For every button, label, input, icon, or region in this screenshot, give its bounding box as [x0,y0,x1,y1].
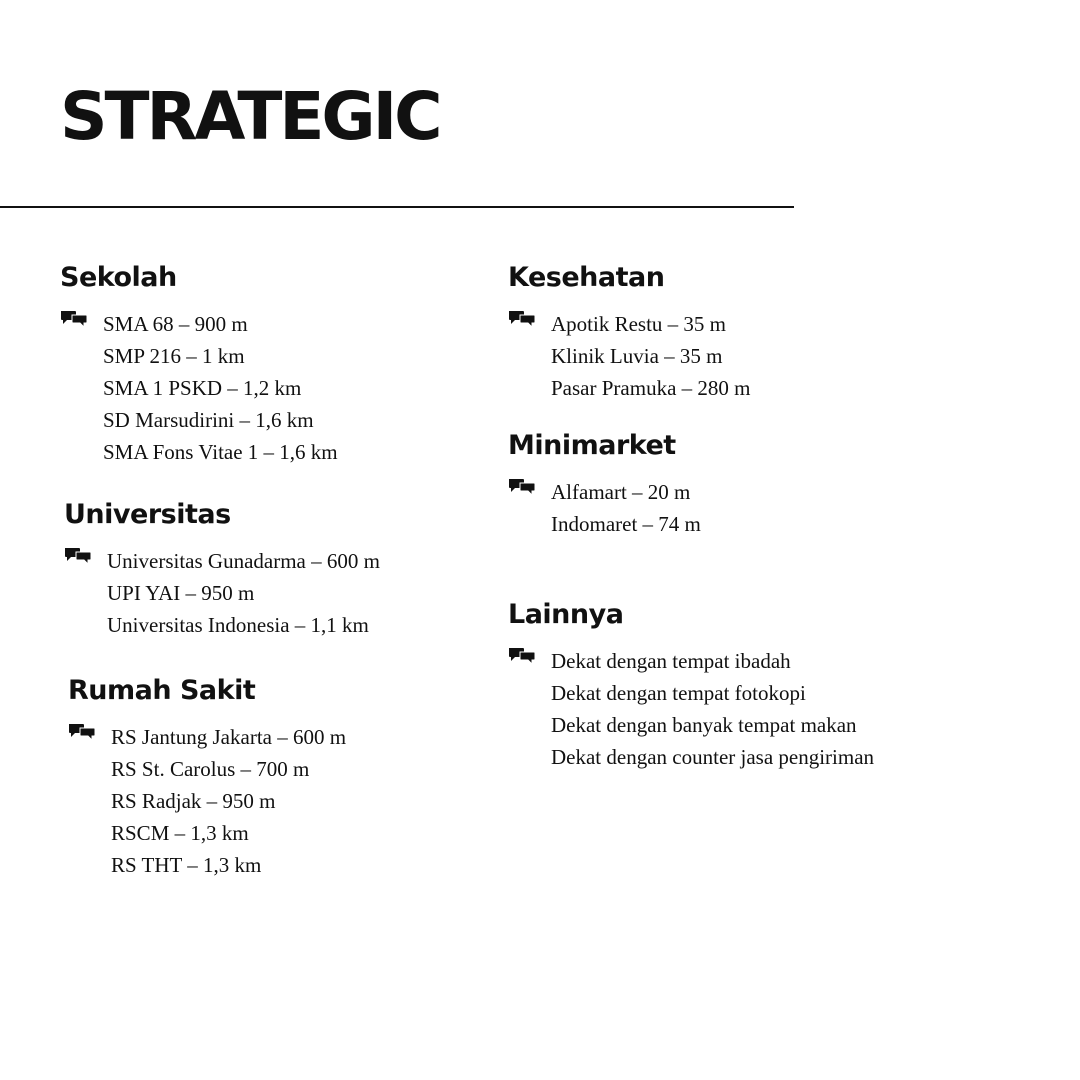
list-item: Pasar Pramuka – 280 m [551,376,751,400]
list-item: UPI YAI – 950 m [107,581,255,605]
item-list [551,645,874,773]
list-item: Universitas Gunadarma – 600 m [107,549,380,573]
list-item: RSCM – 1,3 km [111,821,249,845]
section-lainnya [508,601,874,773]
section-heading: Minimarket [508,430,676,461]
list-item: Dekat dengan banyak tempat makan [551,713,857,737]
section-rumah-sakit [68,677,346,881]
speech-bubbles-icon [60,308,103,340]
list-item: Universitas Indonesia – 1,1 km [107,613,369,637]
title-divider [0,206,794,208]
list-item: SD Marsudirini – 1,6 km [103,408,314,432]
list-item: Apotik Restu – 35 m [551,312,727,336]
list-item: RS THT – 1,3 km [111,853,262,877]
list-item: SMA 1 PSKD – 1,2 km [103,376,302,400]
list-item: Alfamart – 20 m [551,480,691,504]
list-item: Dekat dengan counter jasa pengiriman [551,745,875,769]
section-heading: Rumah Sakit [68,675,256,706]
speech-bubbles-icon [68,721,111,753]
page-title: STRATEGIC [60,78,440,155]
section-universitas [64,501,380,641]
section-heading: Lainnya [508,599,624,630]
speech-bubbles-icon [508,476,551,508]
list-item: SMA Fons Vitae 1 – 1,6 km [103,440,338,464]
item-list [107,545,380,641]
item-list [103,308,338,468]
list-item: SMP 216 – 1 km [103,344,245,368]
item-list [551,476,701,540]
list-item: SMA 68 – 900 m [103,312,248,336]
list-item: RS Radjak – 950 m [111,789,276,813]
list-item: Klinik Luvia – 35 m [551,344,723,368]
section-sekolah [60,264,338,468]
list-item: Dekat dengan tempat ibadah [551,649,791,673]
list-item: Indomaret – 74 m [551,512,701,536]
section-heading: Sekolah [60,262,177,293]
section-heading: Kesehatan [508,262,665,293]
speech-bubbles-icon [508,645,551,677]
speech-bubbles-icon [508,308,551,340]
list-item: Dekat dengan tempat fotokopi [551,681,806,705]
section-kesehatan [508,264,750,404]
list-item: RS Jantung Jakarta – 600 m [111,725,347,749]
section-heading: Universitas [64,499,231,530]
item-list [551,308,750,404]
speech-bubbles-icon [64,545,107,577]
list-item: RS St. Carolus – 700 m [111,757,310,781]
item-list [111,721,346,881]
section-minimarket [508,432,701,540]
